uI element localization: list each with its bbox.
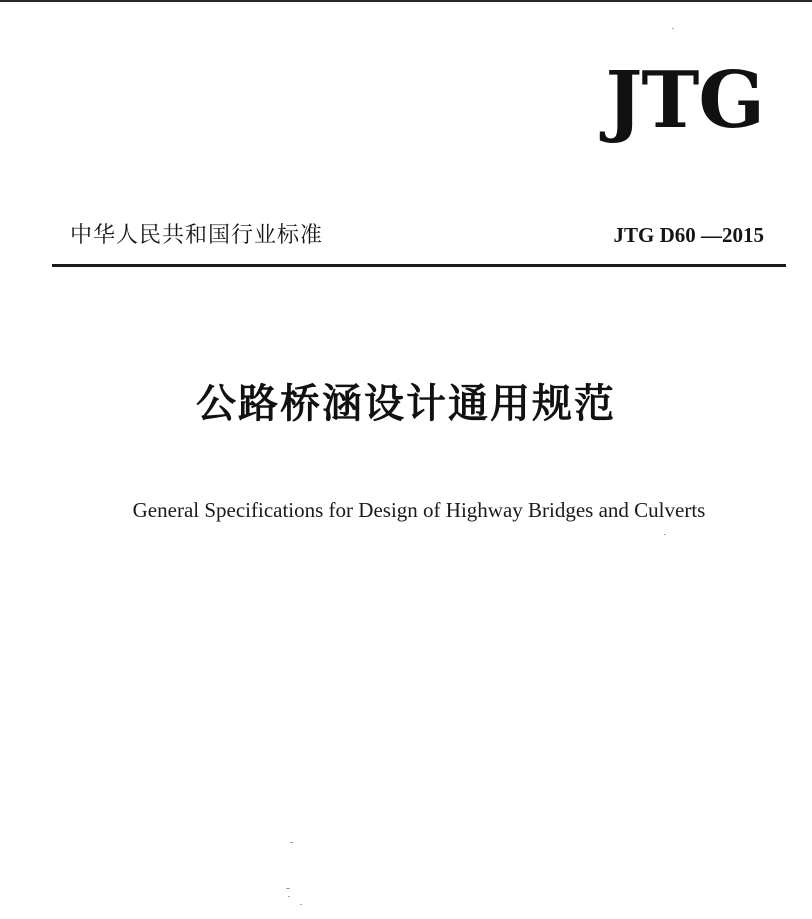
- scan-speck: [290, 842, 293, 843]
- scan-speck: [664, 534, 666, 535]
- scan-speck: [286, 888, 290, 889]
- jtg-logo: JTG: [605, 55, 764, 146]
- scan-speck: [300, 904, 302, 905]
- title-chinese: 公路桥涵设计通用规范: [196, 381, 616, 427]
- page-top-edge: [0, 0, 812, 2]
- scan-speck: [288, 896, 290, 897]
- standard-category: 中华人民共和国行业标准: [70, 223, 324, 248]
- scan-speck: [672, 28, 674, 29]
- standard-number: JTG D60 —2015: [613, 223, 764, 247]
- title-english: General Specifications for Design of Highway Bridges and Culverts: [132, 498, 706, 522]
- header-divider: [52, 264, 786, 267]
